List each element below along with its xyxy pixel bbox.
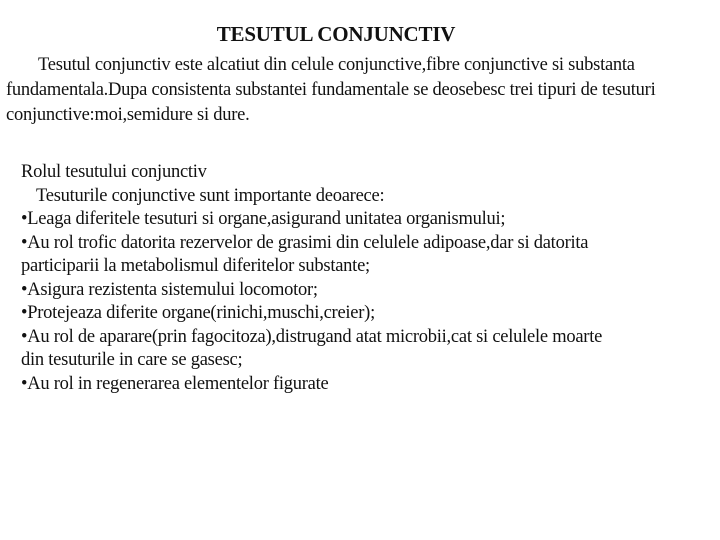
intro-text: Tesutul conjunctiv este alcatiut din celule conjunctive,fibre conjunctive si substanta fundamentala.Dupa consistenta substantei fundamentale se deosebesc trei tipuri de tesuturi conjunctive:moi,semidure si dure. <box>6 55 656 125</box>
list-item <box>21 326 701 373</box>
roles-heading: Rolul tesutului conjunctiv <box>21 162 207 182</box>
list-item <box>21 279 701 303</box>
bullet-icon: • <box>21 232 28 253</box>
bullet-icon: • <box>21 326 28 347</box>
list-item-text: Au rol trofic datorita rezervelor de grasimi din celulele adipoase,dar si datorita <box>27 232 589 253</box>
list-item-text: Asigura rezistenta sistemului locomotor; <box>27 279 318 300</box>
bullet-icon: • <box>21 209 28 229</box>
list-item-text: Protejeaza diferite organe(rinichi,muschi,creier); <box>27 303 375 323</box>
list-item <box>21 302 701 326</box>
page-title: TESUTUL CONJUNCTIV <box>216 22 456 46</box>
roles-section <box>21 161 701 396</box>
list-item-text: Au rol de aparare(prin fagocitoza),distrugand atat microbii,cat si celulele moarte <box>27 326 603 347</box>
list-item <box>21 232 701 279</box>
list-item <box>21 373 701 397</box>
bullet-icon: • <box>21 373 28 394</box>
list-item-text-continued: participarii la metabolismul diferitelor substante; <box>21 256 370 276</box>
roles-subheading: Tesuturile conjunctive sunt importante deoarece: <box>36 185 385 206</box>
bullet-icon: • <box>21 303 28 323</box>
list-item-text: Leaga diferitele tesuturi si organe,asigurand unitatea organismului; <box>27 209 506 229</box>
list-item <box>21 208 701 232</box>
list-item-text-continued: din tesuturile in care se gasesc; <box>21 350 243 370</box>
intro-paragraph <box>6 53 696 128</box>
bullet-icon: • <box>21 279 28 300</box>
list-item-text: Au rol in regenerarea elementelor figurate <box>27 373 329 394</box>
